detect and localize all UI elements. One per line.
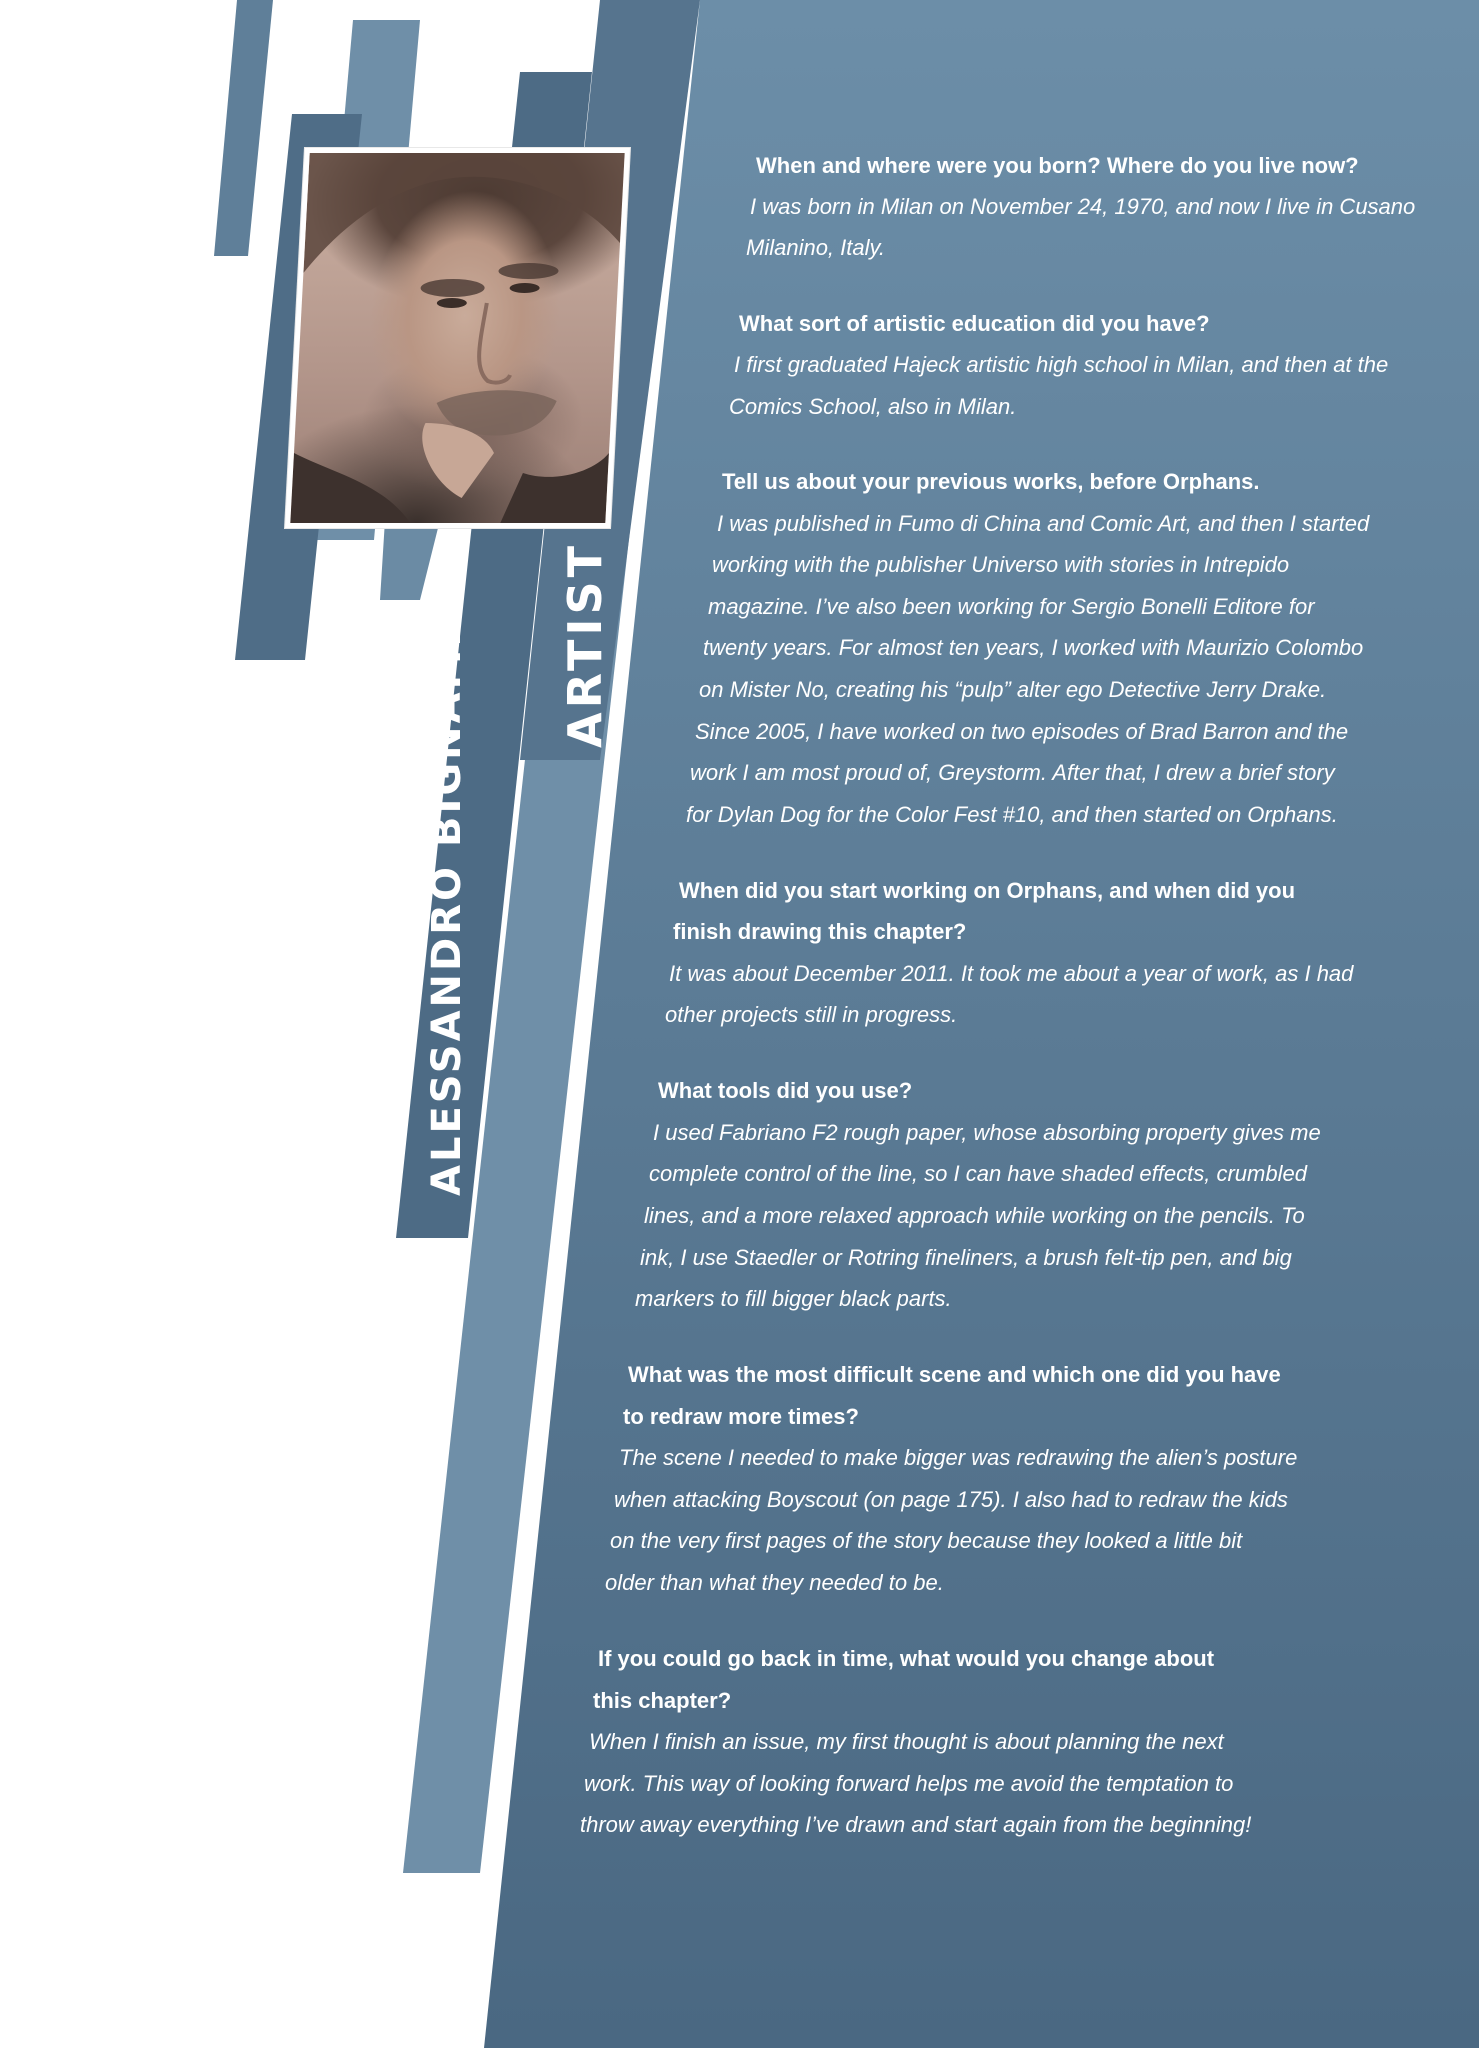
answer-3-line-8: for Dylan Dog for the Color Fest #10, and then started on Orphans. — [686, 802, 1338, 827]
answer-6-line-4: older than what they needed to be. — [605, 1570, 944, 1595]
answer-4-line-2: other projects still in progress. — [665, 1002, 958, 1027]
artist-name-label: ALESSANDRO BIGNAMINI — [424, 574, 470, 1196]
answer-5-line-1: I used Fabriano F2 rough paper, whose absorbing property gives me — [653, 1120, 1321, 1145]
answer-1-line-2: Milanino, Italy. — [746, 235, 885, 260]
answer-7-line-2: work. This way of looking forward helps me avoid the temptation to — [584, 1771, 1234, 1796]
answer-6-line-1: The scene I needed to make bigger was redrawing the alien’s posture — [619, 1445, 1298, 1470]
question-7-line-1: If you could go back in time, what would you change about — [598, 1646, 1215, 1671]
question-6-line-2: to redraw more times? — [623, 1404, 859, 1429]
answer-5-line-2: complete control of the line, so I can have shaded effects, crumbled — [649, 1161, 1307, 1186]
answer-6-line-3: on the very first pages of the story because they looked a little bit — [610, 1528, 1243, 1553]
answer-3-line-5: on Mister No, creating his “pulp” alter ego Detective Jerry Drake. — [699, 677, 1327, 702]
answer-2-line-2: Comics School, also in Milan. — [729, 394, 1017, 419]
question-2-line-1: What sort of artistic education did you have? — [739, 311, 1210, 336]
artist-role-label: ARTIST — [558, 542, 612, 748]
question-3-line-1: Tell us about your previous works, before Orphans. — [722, 469, 1260, 494]
answer-2-line-1: I first graduated Hajeck artistic high school in Milan, and then at the — [734, 352, 1389, 377]
answer-3-line-2: working with the publisher Universo with stories in Intrepido — [712, 552, 1290, 577]
answer-3-line-3: magazine. I’ve also been working for Sergio Bonelli Editore for — [708, 594, 1315, 619]
answer-5-line-5: markers to fill bigger black parts. — [635, 1286, 952, 1311]
question-4-line-1: When did you start working on Orphans, and when did you — [679, 878, 1296, 903]
question-6-line-1: What was the most difficult scene and which one did you have — [628, 1362, 1281, 1387]
answer-5-line-3: lines, and a more relaxed approach while working on the pencils. To — [644, 1203, 1305, 1228]
question-4-line-2: finish drawing this chapter? — [673, 919, 967, 944]
answer-4-line-1: It was about December 2011. It took me about a year of work, as I had — [669, 961, 1354, 986]
question-7-line-2: this chapter? — [593, 1688, 732, 1713]
answer-7-line-1: When I finish an issue, my first thought is about planning the next — [589, 1729, 1224, 1754]
answer-7-line-3: throw away everything I’ve drawn and start again from the beginning! — [580, 1812, 1252, 1837]
answer-3-line-7: work I am most proud of, Greystorm. After that, I drew a brief story — [690, 760, 1335, 785]
answer-5-line-4: ink, I use Staedler or Rotring fineliners, a brush felt-tip pen, and big — [640, 1245, 1292, 1270]
answer-3-line-4: twenty years. For almost ten years, I worked with Maurizio Colombo — [703, 635, 1364, 660]
question-1-line-1: When and where were you born? Where do you live now? — [756, 153, 1359, 178]
answer-3-line-6: Since 2005, I have worked on two episodes of Brad Barron and the — [695, 719, 1349, 744]
answer-3-line-1: I was published in Fumo di China and Comic Art, and then I started — [717, 511, 1370, 536]
answer-1-line-1: I was born in Milan on November 24, 1970, and now I live in Cusano — [750, 194, 1416, 219]
question-5-line-1: What tools did you use? — [658, 1078, 913, 1103]
answer-6-line-2: when attacking Boyscout (on page 175). I also had to redraw the kids — [614, 1487, 1288, 1512]
